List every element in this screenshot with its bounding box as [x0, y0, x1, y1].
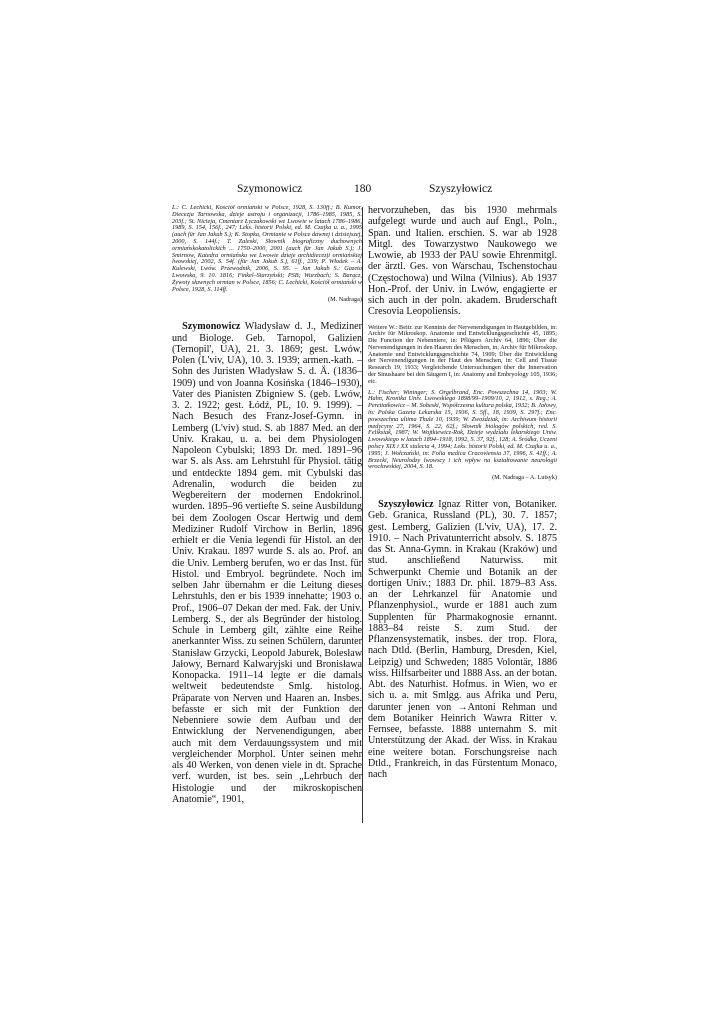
entry-name: Szymonowicz — [182, 321, 241, 333]
literature-previous-entry: L.: C. Lechicki, Kościół ormiański w Polsce, 1928, S. 130ff.; B. Kumor, Diecezja Tarnowska, dzieje ustroju i organizacji, 1786–1985, 1985, S. 203f.; St. Nicieja, Cmentarz Łyczakowski we Lwowie w latach 1786–1986, 1989, S. 154, 156f., 247; Leks. historii Polski, ed. M. Czajka u. a., 1995 (auch für Jan Jakub S.); K. Stopka, Ormianie w Polsce dawnej i dzisiejszej, 2000, S. 144f.; T. Zaleski, Słownik biograficzny duchownych ormiańskokatolickich ... 1750–2000, 2001 (auch für Jan Jakub S.); J. Smirnow, Katedra ormiańska we Lwowie dzieje archidiecezji ormiańskiej lwowskiej, 2002, S. 54f. (für Jan Jakub S.), 61ff., 239; P. Włodek – A. Kulewski, Lwów. Przewodnik, 2006, S. 95. – Jan Jakub S.: Gazeta Lwowska, 9. 10. 1816; Finkel–Starzyński; PSB; Wurzbach; S. Barącz, Żywoty sławnych ormian w Polsce, 1856; C. Lechicki, Kościół ormiański w Polsce, 1928, S. 114ff. — [172, 205, 362, 293]
entry2-text: Ignaz Ritter von, Botaniker. Geb. Granica, Russland (PL), 30. 7. 1857; gest. Lemberg, Galizien (L'viv, UA), 17. 2. 1910. – Nach Privatunterricht absolv. S. 1875 das St. Anna-Gymn. in Krakau (Kraków) und stud. anschließend Naturwiss. mit Schwerpunkt Chemie und Botanik an der dortigen Univ.; 1883 Dr. phil. 1879–83 Ass. an der Lehrkanzel für Anatomie und Pflanzenphysiol., wurde er 1881 auch zum Supplenten für Pharmakognosie ernannt. 1883–84 reiste S. zum Stud. der Pflanzensystematik, insbes. der trop. Flora, nach Dtld. (Berlin, Hamburg, Dresden, Kiel, Leipzig) und Schweden; 1885 Volontär, 1886 wiss. Hilfsarbeiter und 1888 Ass. an der botan. Abt. des Naturhist. Hofmus. in Wien, wo er sich u. a. mit Smlgg. aus Afrika und Peru, darunter jenen von →Antoni Rehman und dem Botaniker Heinrich Wawra Ritter v. Fernsee, befasste. 1888 unternahm S. mit Unterstützung der Akad. der Wiss. in Krakau eine weitere botan. Forschungsreise nach Dtld., Frankreich, in das Fürstentum Monaco, nach — [368, 499, 557, 781]
entry2-name: Szyszyłowicz — [378, 499, 434, 511]
running-header — [0, 183, 724, 199]
further-works: Weitere W.: Beitr. zur Kenntnis der Nervenendigungen in Hautgebilden, in: Archiv für Mikroskop. Anatomie und Entwicklungsgeschichte 45, 1895; Die Function der Nebenniere, in: Pflügers Archiv 64, 1896; Über die Nervenendigungen in den Haaren des Menschen, in: Archiv für Mikroskop. Anatomie und Entwicklungsgeschichte 74, 1909; Über die Entwicklung der Nervenendigungen in der Haut des Menschen, in: Cell and Tissue Research 19, 1933; Vergleichende Untersuchungen über die Innervation der Sinushaare bei den Säugern I, in: Anatomy and Embryology 105, 1936; etc. — [368, 323, 557, 385]
column-divider — [362, 207, 363, 823]
entry-szymonowicz — [172, 321, 362, 805]
left-column — [172, 205, 362, 823]
entry-continuation: hervorzuheben, das bis 1930 mehrmals aufgelegt wurde und auch auf Engl., Poln., Span. und Italien. erschien. S. war ab 1928 Mitgl. des Towarzystwo Naukowego we Lwowie, ab 1933 der PAU sowie Ehrenmitgl. der ärztl. Ges. von Warschau, Tschenstochau (Częstochowa) und Wilna (Vilnius). Ab 1937 Hon.-Prof. der Univ. in Lwów, engagierte er sich auch in der poln. akadem. Bruderschaft Cresovia Leopoliensis. — [368, 205, 557, 318]
right-column — [368, 205, 557, 823]
author: (M. Nadraga – A. Lutsyk) — [492, 474, 557, 482]
entry-szyszylowicz — [368, 499, 557, 780]
header-right-keyword: Szyszyłowicz — [429, 183, 493, 195]
entry-text: Władysław d. J., Mediziner und Biologe. Geb. Tarnopol, Galizien (Ternopil', UA), 21. 3. 1869; gest. Lwów, Polen (L'viv, UA), 10. 3. 1939; armen.-kath. – Sohn des Juristen Władysław S. d. Ä. (1836–1909) und von Joanna Kosińska (1846–1930), Vater des Pianisten Zbigniew S. (geb. Lwów, 3. 2. 1922; gest. Łódź, PL, 10. 9. 1999). – Nach Besuch des Franz-Josef-Gymn. in Lemberg (L'viv) stud. S. ab 1887 Med. an der Univ. Krakau, u. a. bei dem Physiologen Napoleon Cybulski; 1893 Dr. med. 1891–96 war S. als Ass. am Lehrstuhl für Physiol. tätig und entdeckte 1894 gem. mit Cybulski das Adrenalin, wodurch die beiden zu Wegbereitern der modernen Endokrinol. wurden. 1895–96 vertiefte S. seine Ausbildung bei dem Zoologen Oscar Hertwig und dem Mediziner Rudolf Virchow in Berlin, 1896 erhielt er die Venia legendi für Histol. an der Univ. Krakau. 1897 wurde S. als ao. Prof. an die Univ. Lemberg berufen, wo er das Inst. für Histol. und Embryol. begründete. Noch im selben Jahr übernahm er die Leitung dieses Lehrstuhls, den er bis 1939 innehatte; 1903 o. Prof., 1906–07 Dekan der med. Fak. der Univ. Lemberg. S., der als Begründer der histolog. Schule in Lemberg gilt, zählte eine Reihe anerkannter Wiss. zu seinen Schülern, darunter Stanisław Grzycki, Leopold Jaburek, Bolesław Jałowy, Bernard Kalwaryjski und Bronisława Konopacka. 1911–14 legte er die damals weltweit bedeutendste Smlg. histolog. Präparate von Nerven und Haaren an. Insbes. befasste er sich mit der Funktion der Nebenniere sowie dem Aufbau und der Entwicklung der Nervenendigungen, aber auch mit dem Verdauungssystem und mit vergleichender Morphol. Unter seinen mehr als 40 Werken, von denen viele in dt. Sprache verf. wurden, ist bes. sein „Lehrbuch der Histologie und der mikroskopischen Anatomie“, 1901, — [172, 321, 362, 805]
header-left-keyword: Szymonowicz — [237, 183, 303, 195]
page-number: 180 — [354, 183, 372, 195]
literature: L.: Fischer; Wininger; S. Orgelbrand, Enc. Powszechna 14, 1903; W. Hahn, Kronika Univ. Lwowskiego 1898/99–1909/10, 2, 1912, s. Reg.; A. Peretiatkowicz – M. Sobeski, Współczesna kultura polska, 1932; B. Jałowy, in: Polska Gazeta Lekarska 15, 1936, S. 5ff., 18, 1939, S. 297f.; Enc. powszechna ultima Thule 10, 1939; W. Zwoździak, in: Archiwum historii medycyny 27, 1964, S. 22, 62f.; Słownik biologów polskich, red. S. Feliksiak, 1987; W. Wojtkiewicz-Rok, Dzieje wydziału lekarskiego Uniw. Lwowskiego w latach 1894–1918, 1992, S. 37, 92f., 128; A. Śródka, Uczeni polscy XIX i XX stulecia 4, 1994; Leks. historii Polski, ed. M. Czajka u. a., 1995; J. Wołczański, in: Folia medica Cracoviensia 37, 1996, S. 41ff.; A. Brzecki, Neurolodzy lwowscy i ich wpływ na kształtowanie neurologii wrocławskiej, 2004, S. 18. — [368, 388, 557, 471]
author-previous-entry: (M. Nadraga) — [327, 296, 362, 304]
